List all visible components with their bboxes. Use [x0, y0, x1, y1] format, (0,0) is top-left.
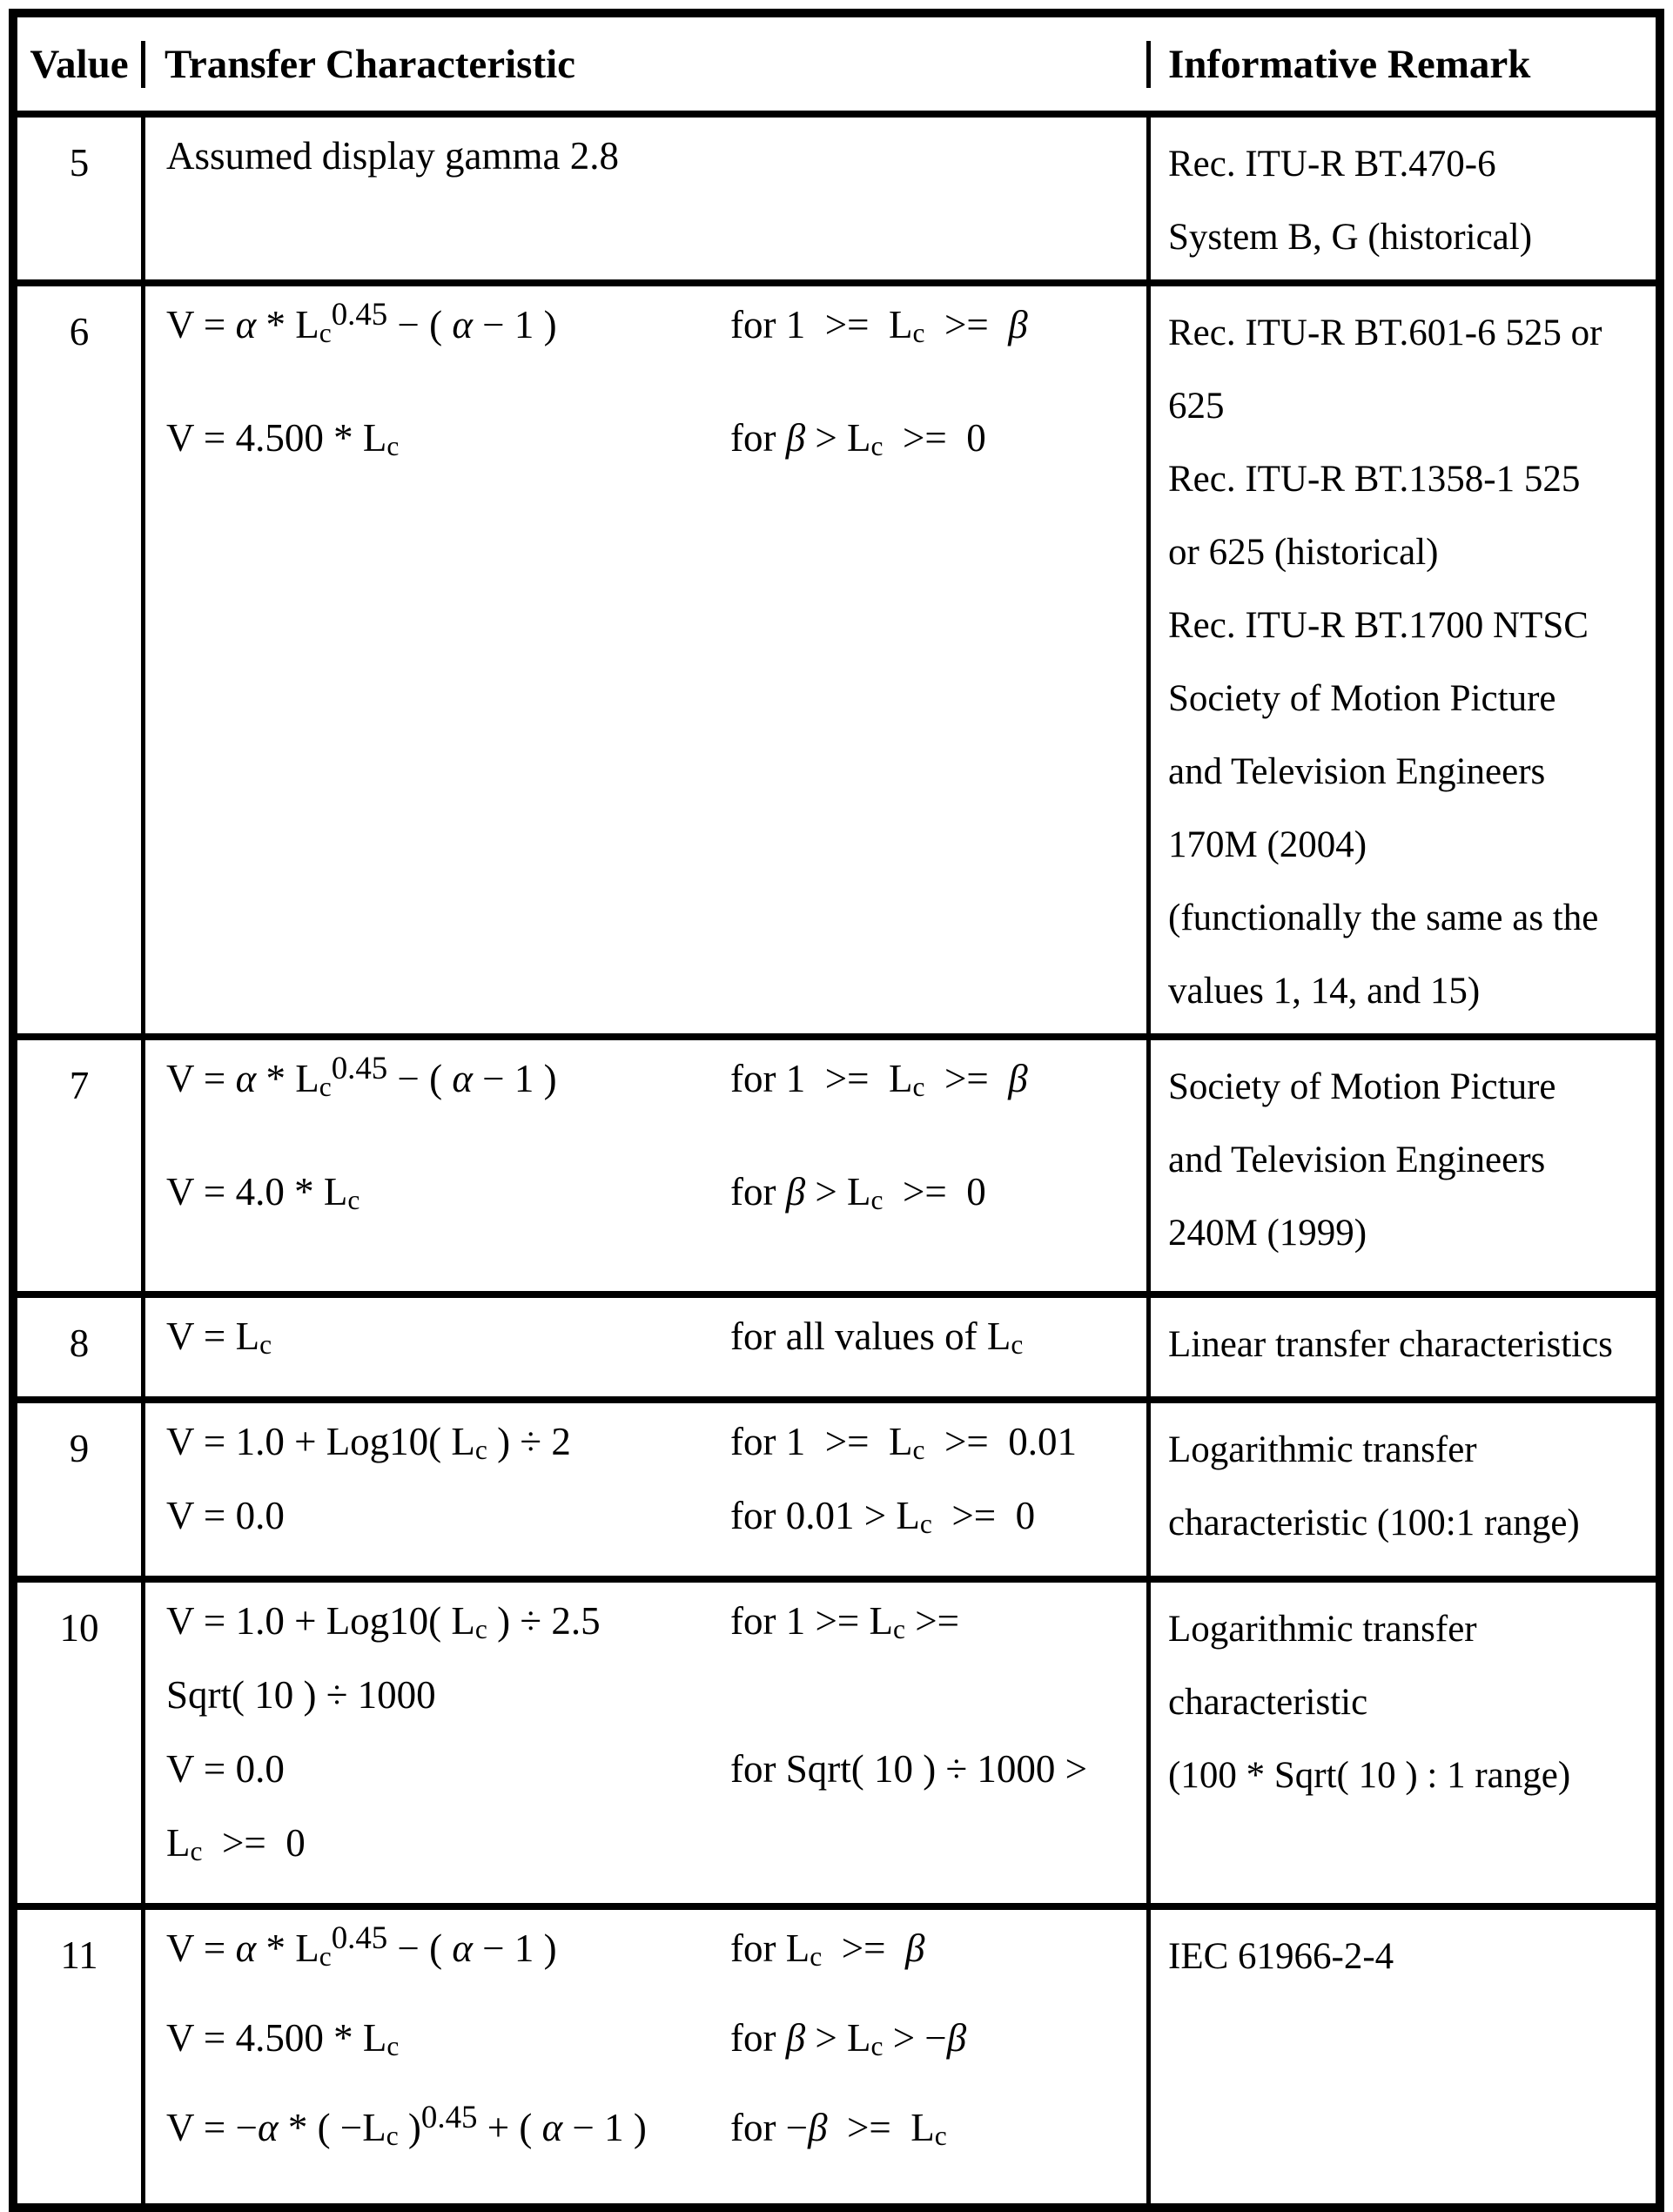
remark-cell — [1151, 1403, 1656, 1576]
characteristic-line — [166, 1672, 1146, 1746]
characteristic-cell — [141, 118, 1151, 279]
characteristic-line — [166, 295, 1146, 415]
characteristic-line — [166, 1820, 1146, 1894]
remark-line: Society of Motion Picture — [1168, 678, 1556, 719]
condition-text: for $\beta > L_c >= 0$ — [730, 416, 986, 462]
characteristic-line — [166, 2015, 1146, 2105]
condition-text: for $1 >= L_c >= \beta$ — [730, 1057, 1028, 1103]
condition-text: for $\beta > L_c > -\beta$ — [730, 2016, 967, 2062]
remark-line: characteristic — [1168, 1682, 1368, 1723]
table-row — [17, 1903, 1656, 2203]
remark-line: Rec. ITU-R BT.601-6 525 or — [1168, 313, 1602, 353]
characteristic-cell — [141, 1298, 1151, 1396]
remark-cell — [1151, 1040, 1656, 1291]
characteristic-line — [166, 2098, 1146, 2195]
value-cell: 7 — [69, 1064, 90, 1107]
formula-text: $V = 4.500 * L_c$ — [166, 416, 400, 462]
condition-text: for $-\beta >= L_c$ — [730, 2106, 947, 2152]
remark-cell — [1151, 1298, 1656, 1396]
condition-text: for all values of $L_c$ — [730, 1314, 1024, 1361]
formula-text: $V = \alpha * L_c^{0.45}$ − ( α − 1 ) — [166, 1919, 557, 1973]
formula-text: V = 0.0 — [166, 1747, 285, 1791]
table-row — [17, 279, 1656, 1033]
remark-cell — [1151, 286, 1656, 1033]
table-row — [17, 1396, 1656, 1576]
remark-line: Society of Motion Picture — [1168, 1066, 1556, 1107]
formula-text: $V = L_c$ — [166, 1314, 272, 1361]
formula-text: V = 0.0 — [166, 1494, 285, 1537]
remark-cell — [1151, 1583, 1656, 1903]
remark-line: System B, G (historical) — [1168, 217, 1533, 258]
characteristic-line — [166, 1169, 1146, 1282]
remark-line: (100 * Sqrt( 10 ) : 1 range) — [1168, 1755, 1571, 1796]
table-row — [17, 1576, 1656, 1903]
table-row — [17, 111, 1656, 279]
characteristic-line — [166, 415, 1146, 528]
formula-text: $L_c >= 0$ — [166, 1821, 306, 1867]
remark-line: Logarithmic transfer — [1168, 1429, 1477, 1470]
remark-line: Rec. ITU-R BT.1700 NTSC — [1168, 605, 1589, 646]
remark-line: or 625 (historical) — [1168, 532, 1439, 573]
table-row — [17, 1291, 1656, 1396]
remark-line: 170M (2004) — [1168, 824, 1367, 865]
characteristic-line — [166, 1493, 1146, 1567]
remark-line: IEC 61966-2-4 — [1168, 1936, 1394, 1977]
characteristic-cell — [141, 1910, 1151, 2203]
value-cell: 8 — [69, 1321, 90, 1365]
column-header-transfer-characteristic: Transfer Characteristic — [141, 41, 1151, 88]
condition-text: for $0.01 > L_c >= 0$ — [730, 1494, 1036, 1540]
condition-text: for $1 >= L_c >= \beta$ — [730, 303, 1028, 349]
remark-line: (functionally the same as the — [1168, 898, 1599, 938]
column-header-informative-remark: Informative Remark — [1168, 41, 1531, 87]
remark-line: Rec. ITU-R BT.470-6 — [1168, 144, 1496, 185]
remark-line: Rec. ITU-R BT.1358-1 525 — [1168, 459, 1581, 500]
value-cell: 9 — [69, 1427, 90, 1470]
characteristic-cell — [141, 1583, 1151, 1903]
characteristic-line — [166, 1314, 1146, 1388]
characteristic-cell — [141, 1040, 1151, 1291]
value-cell: 11 — [60, 1933, 98, 1977]
remark-line: characteristic (100:1 range) — [1168, 1503, 1580, 1543]
characteristic-cell — [141, 286, 1151, 1033]
remark-line: and Television Engineers — [1168, 1140, 1546, 1180]
formula-text: V = −α * ( $-L_c$ )$^{0.45}$ + ( α − 1 ) — [166, 2098, 647, 2152]
remark-line: and Television Engineers — [1168, 751, 1546, 792]
condition-text: for $\beta > L_c >= 0$ — [730, 1170, 986, 1216]
formula-text: $V = \alpha * L_c^{0.45}$ − ( α − 1 ) — [166, 1049, 557, 1103]
characteristic-line — [166, 1049, 1146, 1169]
value-cell: 5 — [69, 141, 90, 185]
remark-line: 240M (1999) — [1168, 1213, 1367, 1254]
formula-text: Sqrt( 10 ) ÷ 1000 — [166, 1673, 436, 1717]
condition-text: for $1 >= L_c >= 0.01$ — [730, 1420, 1077, 1466]
formula-text: $V = 4.500 * L_c$ — [166, 2016, 400, 2062]
column-header-value: Value — [30, 41, 129, 87]
formula-text: Assumed display gamma 2.8 — [166, 134, 619, 178]
formula-text: V = 1.0 + Log10( $L_c$ ) ÷ 2.5 — [166, 1599, 601, 1645]
formula-text: $V = 4.0 * L_c$ — [166, 1170, 360, 1216]
formula-text: $V = \alpha * L_c^{0.45}$ − ( α − 1 ) — [166, 295, 557, 349]
formula-text: V = 1.0 + Log10( $L_c$ ) ÷ 2 — [166, 1420, 571, 1466]
remark-cell — [1151, 118, 1656, 279]
remark-line: 625 — [1168, 386, 1225, 427]
characteristic-line — [166, 133, 1146, 207]
remark-line: values 1, 14, and 15) — [1168, 971, 1481, 1012]
remark-cell — [1151, 1910, 1656, 2203]
characteristic-line — [166, 1919, 1146, 2015]
transfer-characteristics-table — [9, 9, 1664, 2212]
condition-text: for $1 >= L_c$ >= — [730, 1599, 959, 1645]
condition-text: for $L_c >= \beta$ — [730, 1926, 925, 1973]
characteristic-cell — [141, 1403, 1151, 1576]
characteristic-line — [166, 1746, 1146, 1820]
characteristic-line — [166, 1598, 1146, 1672]
value-cell: 6 — [69, 310, 90, 353]
characteristic-line — [166, 1419, 1146, 1493]
table-header-row — [17, 17, 1656, 111]
value-cell: 10 — [59, 1606, 99, 1650]
remark-line: Logarithmic transfer — [1168, 1609, 1477, 1650]
condition-text: for Sqrt( 10 ) ÷ 1000 > — [730, 1747, 1088, 1791]
table-row — [17, 1033, 1656, 1291]
remark-line: Linear transfer characteristics — [1168, 1324, 1613, 1365]
